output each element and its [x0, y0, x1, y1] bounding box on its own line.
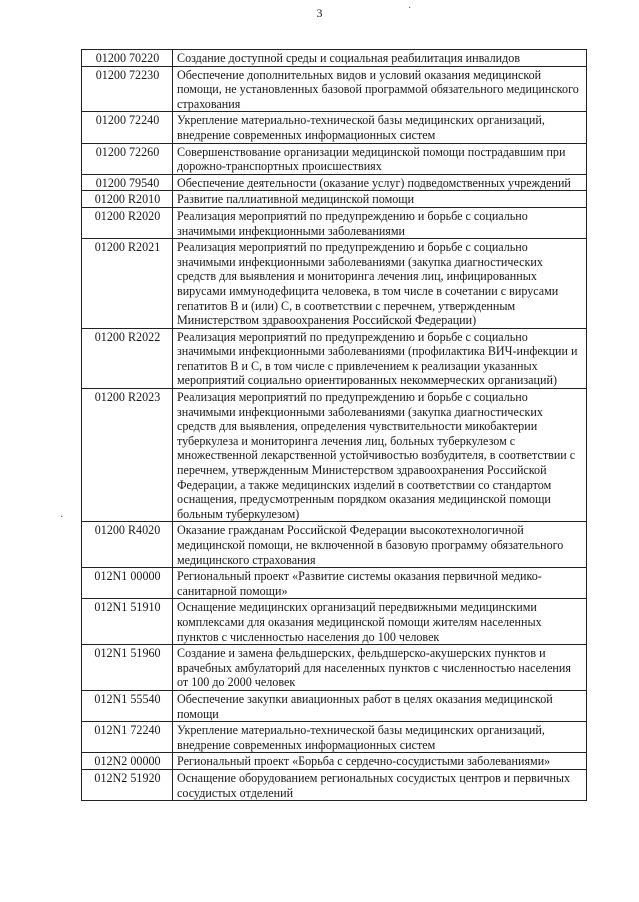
- table-row: [82, 645, 587, 691]
- classification-code: 012N2 00000: [82, 753, 173, 770]
- classification-code: 01200 R4020: [82, 522, 173, 568]
- expense-description: Создание доступной среды и социальная реабилитация инвалидов: [173, 50, 587, 67]
- table-row: [82, 568, 587, 599]
- classification-code: 012N1 00000: [82, 568, 173, 599]
- classification-code: 012N1 51960: [82, 645, 173, 691]
- expense-description: Региональный проект «Развитие системы оказания первичной медико-санитарной помощи»: [173, 568, 587, 599]
- classification-code: 01200 R2023: [82, 389, 173, 522]
- expense-description: Оснащение оборудованием региональных сосудистых центров и первичных сосудистых отделений: [173, 769, 587, 800]
- expense-description: Создание и замена фельдшерских, фельдшерско-акушерских пунктов и врачебных амбулаторий для населенных пунктов с численностью населения от 100 до 2000 человек: [173, 645, 587, 691]
- expense-description: Развитие паллиативной медицинской помощи: [173, 191, 587, 208]
- expense-description: Обеспечение деятельности (оказание услуг) подведомственных учреждений: [173, 174, 587, 191]
- table-row: [82, 191, 587, 208]
- scan-speck: ·: [408, 3, 412, 14]
- classification-code: 012N1 55540: [82, 690, 173, 721]
- table-row: [82, 522, 587, 568]
- table-row: [82, 753, 587, 770]
- table-row: [82, 112, 587, 143]
- table-row: [82, 50, 587, 67]
- classification-code: 01200 72230: [82, 66, 173, 112]
- table-row: [82, 599, 587, 645]
- expense-description: Реализация мероприятий по предупреждению и борьбе с социально значимыми инфекционными заболеваниями (закупка диагностических средств для выявления, определения чувствительности микобактерии туберкулеза и мониторинга лечения лиц, больных туберкулезом с множественной лекарственной устойчивостью возбудителя, в соответствии с перечнем, утвержденным Министерством здравоохранения Российской Федерации, а также медицинских изделий в соответствии со стандартом оснащения, предусмотренным порядком оказания медицинской помощи больным туберкулезом): [173, 389, 587, 522]
- expense-description: Оказание гражданам Российской Федерации высокотехнологичной медицинской помощи, не включенной в базовую программу обязательного медицинского страхования: [173, 522, 587, 568]
- table-row: [82, 389, 587, 522]
- table-row: [82, 769, 587, 800]
- expense-description: Совершенствование организации медицинской помощи пострадавшим при дорожно-транспортных происшествиях: [173, 143, 587, 174]
- table-row: [82, 66, 587, 112]
- table-row: [82, 174, 587, 191]
- classification-code: 01200 72260: [82, 143, 173, 174]
- expense-description: Оснащение медицинских организаций передвижными медицинскими комплексами для оказания медицинской помощи жителям населенных пунктов с численностью населения до 100 человек: [173, 599, 587, 645]
- classification-code: 012N1 51910: [82, 599, 173, 645]
- classification-code: 012N1 72240: [82, 722, 173, 753]
- expense-description: Региональный проект «Борьба с сердечно-сосудистыми заболеваниями»: [173, 753, 587, 770]
- classification-code: 01200 R2022: [82, 328, 173, 388]
- expense-description: Реализация мероприятий по предупреждению и борьбе с социально значимыми инфекционными заболеваниями (закупка диагностических средств для выявления и мониторинга лечения лиц, инфицированных вирусами иммунодефицита человека, в том числе в сочетании с вирусами гепатитов В и (или) С, в соответствии с перечнем, утвержденным Министерством здравоохранения Российской Федерации): [173, 239, 587, 329]
- table-row: [82, 328, 587, 388]
- classification-code: 01200 79540: [82, 174, 173, 191]
- page-number: 3: [316, 6, 323, 20]
- expense-description: Обеспечение дополнительных видов и условий оказания медицинской помощи, не установленных базовой программой обязательного медицинского страхования: [173, 66, 587, 112]
- expense-description: Реализация мероприятий по предупреждению и борьбе с социально значимыми инфекционными заболеваниями (профилактика ВИЧ-инфекции и гепатитов В и С, в том числе с привлечением к реализации указанных мероприятий социально ориентированных некоммерческих организаций): [173, 328, 587, 388]
- table-row: [82, 143, 587, 174]
- expense-description: Укрепление материально-технической базы медицинских организаций, внедрение современных информационных систем: [173, 112, 587, 143]
- table-row: [82, 207, 587, 238]
- classification-code: 01200 R2020: [82, 207, 173, 238]
- table-row: [82, 722, 587, 753]
- classification-code: 01200 72240: [82, 112, 173, 143]
- scan-speck: ·: [60, 512, 64, 523]
- classification-code: 01200 R2021: [82, 239, 173, 329]
- expense-description: Укрепление материально-технической базы медицинских организаций, внедрение современных информационных систем: [173, 722, 587, 753]
- budget-classification-table: [81, 49, 587, 801]
- classification-code: 01200 R2010: [82, 191, 173, 208]
- table-row: [82, 690, 587, 721]
- expense-description: Обеспечение закупки авиационных работ в целях оказания медицинской помощи: [173, 690, 587, 721]
- expense-description: Реализация мероприятий по предупреждению и борьбе с социально значимыми инфекционными заболеваниями: [173, 207, 587, 238]
- classification-code: 012N2 51920: [82, 769, 173, 800]
- table-row: [82, 239, 587, 329]
- classification-code: 01200 70220: [82, 50, 173, 67]
